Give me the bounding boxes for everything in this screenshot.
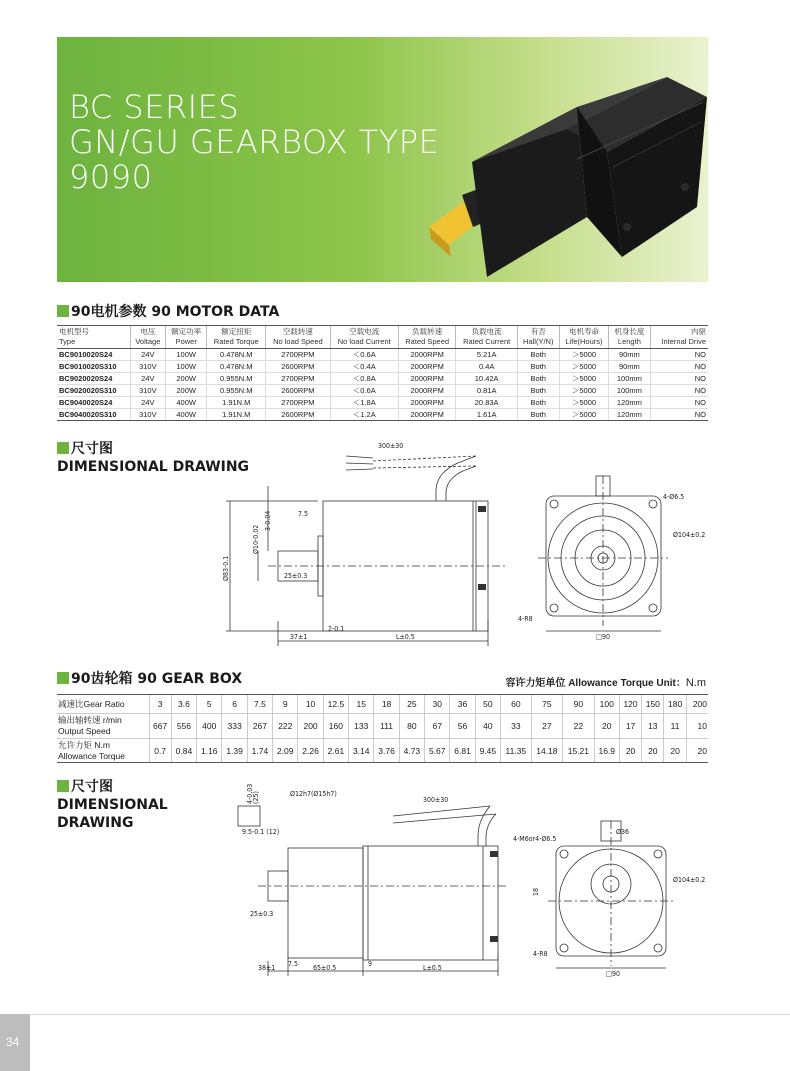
table-cell: 24V	[130, 349, 165, 361]
table-cell: 22	[563, 714, 594, 739]
table-row	[57, 385, 708, 397]
table-cell: 9.45	[475, 739, 500, 763]
table-cell: 9	[273, 695, 298, 714]
table-cell: NO	[650, 397, 708, 409]
table-cell: 5.21A	[456, 349, 517, 361]
table-cell: ＜0.8A	[330, 373, 398, 385]
table-cell: 5	[197, 695, 222, 714]
table-cell: 30	[425, 695, 450, 714]
table-cell: ＞5000	[559, 385, 609, 397]
table-cell: 133	[349, 714, 374, 739]
table-cell: 2.61	[323, 739, 348, 763]
shaft-length-label: 37±1	[290, 633, 308, 641]
series-title	[69, 90, 439, 195]
table-cell: 0.84	[171, 739, 196, 763]
motor-table-header: 电机寿命 Life(Hours)	[559, 326, 609, 349]
table-cell: 1.16	[197, 739, 222, 763]
table-cell: 20	[686, 739, 708, 763]
table-cell: 11	[664, 714, 686, 739]
radius-label: 4-R8	[533, 950, 548, 958]
table-cell: 160	[323, 714, 348, 739]
shaft-diameter-label: Ø10-0.02	[252, 524, 260, 554]
key-height-label: 4-0.03	[246, 783, 254, 804]
table-cell: ＞5000	[559, 409, 609, 421]
table-cell: 25	[399, 695, 424, 714]
motor-table-header: 空载转速 No load Speed	[266, 326, 330, 349]
table-cell: 2.09	[273, 739, 298, 763]
table-cell: 0.955N.M	[207, 385, 266, 397]
table-cell: 56	[450, 714, 475, 739]
table-cell: 100mm	[609, 373, 650, 385]
title-line-3: 9090	[69, 158, 153, 196]
dimensional-drawing-heading-2: 尺寸图 DIMENSIONAL DRAWING	[57, 779, 168, 831]
table-cell: 111	[374, 714, 399, 739]
table-cell: BC9020020S24	[57, 373, 130, 385]
front-square	[546, 496, 661, 616]
gap-label: 9	[368, 960, 373, 968]
table-cell: 0.4A	[456, 361, 517, 373]
table-cell: 67	[425, 714, 450, 739]
gear-ratio-label: 减速比Gear Ratio	[57, 695, 149, 714]
square-label: □90	[606, 970, 620, 978]
title-line-2: GN/GU GEARBOX TYPE	[69, 123, 440, 161]
table-cell: 20	[642, 739, 664, 763]
cable-length-label: 300±30	[378, 442, 404, 450]
body-length-label: L±0.5	[423, 964, 442, 972]
gearbox-dimensional-drawing	[228, 776, 708, 981]
motor-photo	[427, 67, 707, 282]
boss-label: Ø36	[616, 828, 629, 836]
table-cell: 10	[686, 714, 708, 739]
table-cell: 40	[475, 714, 500, 739]
table-cell: ＜1.2A	[330, 409, 398, 421]
table-cell: 33	[501, 714, 532, 739]
holes-label: 4-Ø6.5	[663, 493, 685, 501]
table-cell: 1.91N.M	[207, 397, 266, 409]
table-cell: BC9040020S24	[57, 397, 130, 409]
table-cell: 15	[349, 695, 374, 714]
table-cell: 2600RPM	[266, 409, 330, 421]
table-cell: 18	[374, 695, 399, 714]
table-cell: 7.5	[247, 695, 272, 714]
table-cell: Both	[517, 373, 559, 385]
table-cell: Both	[517, 397, 559, 409]
cable-length-label: 300±30	[423, 796, 449, 804]
output-speed-row	[57, 714, 708, 739]
table-cell: 60	[501, 695, 532, 714]
table-cell: 3.14	[349, 739, 374, 763]
table-cell: 1.39	[222, 739, 247, 763]
table-cell: 0.478N.M	[207, 361, 266, 373]
motor-dimensional-drawing	[218, 436, 708, 646]
table-cell: 3	[149, 695, 171, 714]
flange-label: 7.5	[288, 960, 299, 968]
motor-table-header: 空载电流 No load Current	[330, 326, 398, 349]
table-cell: 20	[619, 739, 641, 763]
table-cell: NO	[650, 373, 708, 385]
table-cell: 20.83A	[456, 397, 517, 409]
table-cell: 3.76	[374, 739, 399, 763]
table-cell: 100	[594, 695, 619, 714]
table-cell: 0.81A	[456, 385, 517, 397]
table-cell: 3.6	[171, 695, 196, 714]
table-row	[57, 409, 708, 421]
table-cell: 17	[619, 714, 641, 739]
gear-box-heading: 90齿轮箱 90 GEAR BOX	[57, 668, 242, 688]
table-cell: 100W	[166, 361, 207, 373]
pcd-label: Ø104±0.2	[673, 531, 706, 539]
header-banner	[57, 37, 708, 282]
square-label: □90	[596, 633, 610, 641]
table-cell: 222	[273, 714, 298, 739]
table-cell: 200W	[166, 373, 207, 385]
green-square-icon	[57, 780, 69, 792]
table-cell: 24V	[130, 373, 165, 385]
holes-label: 4-M6or4-Ø6.5	[513, 835, 557, 843]
table-cell: BC9020020S310	[57, 385, 130, 397]
table-cell: 267	[247, 714, 272, 739]
table-cell: 180	[664, 695, 686, 714]
body-length-label: L±0.5	[396, 633, 415, 641]
table-cell: 5.67	[425, 739, 450, 763]
key-height-alt-label: (25)	[252, 791, 260, 804]
table-cell: 310V	[130, 361, 165, 373]
table-cell: NO	[650, 349, 708, 361]
table-cell: Both	[517, 385, 559, 397]
table-cell: ＜0.4A	[330, 361, 398, 373]
table-cell: 6.81	[450, 739, 475, 763]
table-cell: ＞5000	[559, 373, 609, 385]
table-cell: 50	[475, 695, 500, 714]
table-cell: 200	[686, 695, 708, 714]
table-cell: 2000RPM	[398, 385, 456, 397]
gearbox-outline	[288, 848, 363, 958]
shaft-length-label: 38±1	[258, 964, 276, 972]
motor-table-header: 有否 Hall(Y/N)	[517, 326, 559, 349]
table-cell: 4.73	[399, 739, 424, 763]
table-cell: 100mm	[609, 385, 650, 397]
table-cell: 90	[563, 695, 594, 714]
pilot-diameter-label: Ø83-0.1	[222, 555, 230, 581]
table-cell: 0.7	[149, 739, 171, 763]
keyway-label: 25±0.3	[250, 910, 274, 918]
table-cell: 10	[298, 695, 323, 714]
table-cell: 36	[450, 695, 475, 714]
table-cell: 200W	[166, 385, 207, 397]
gear-box-table	[57, 694, 708, 763]
shaft-diameter-label: Ø12h7(Ø15h7)	[290, 790, 337, 798]
table-cell: 90mm	[609, 361, 650, 373]
motor-data-heading: 90电机参数 90 MOTOR DATA	[57, 301, 279, 321]
table-cell: 2.26	[298, 739, 323, 763]
table-cell: 20	[594, 714, 619, 739]
table-cell: 2000RPM	[398, 409, 456, 421]
table-cell: NO	[650, 361, 708, 373]
green-square-icon	[57, 305, 69, 317]
table-cell: 13	[642, 714, 664, 739]
table-cell: Both	[517, 349, 559, 361]
motor-table-header: 电压 Voltage	[130, 326, 165, 349]
table-cell: BC9040020S310	[57, 409, 130, 421]
flange-label: 2-0.1	[328, 625, 345, 633]
key-position-label: 9.5-0.1 (12)	[242, 828, 280, 836]
green-square-icon	[57, 442, 69, 454]
title-line-1: BC SERIES	[69, 88, 240, 126]
table-cell: 400W	[166, 409, 207, 421]
table-cell: 1.61A	[456, 409, 517, 421]
allowance-torque-label: 允许力矩 N.m Allowance Torque	[57, 739, 149, 763]
footer-rule	[0, 1014, 790, 1015]
motor-table-header: 内驱 Internal Drive	[650, 326, 708, 349]
dimensional-drawing-heading-1: 尺寸图 DIMENSIONAL DRAWING	[57, 441, 250, 475]
table-cell: 2000RPM	[398, 397, 456, 409]
key-width-label: 3-0.04	[264, 510, 272, 531]
table-cell: 2700RPM	[266, 349, 330, 361]
table-cell: ＜0.6A	[330, 349, 398, 361]
table-cell: 90mm	[609, 349, 650, 361]
table-cell: 2000RPM	[398, 361, 456, 373]
table-cell: ＜1.8A	[330, 397, 398, 409]
table-row	[57, 349, 708, 361]
output-speed-label: 输出轴转速 r/min Output Speed	[57, 714, 149, 739]
table-cell: 200	[298, 714, 323, 739]
table-cell: NO	[650, 385, 708, 397]
allowance-torque-row	[57, 739, 708, 763]
table-cell: 80	[399, 714, 424, 739]
table-cell: 12.5	[323, 695, 348, 714]
table-cell: 310V	[130, 385, 165, 397]
table-cell: 667	[149, 714, 171, 739]
gear-length-label: 65±0.5	[313, 964, 337, 972]
table-cell: Both	[517, 361, 559, 373]
keyway-label: 25±0.3	[284, 572, 308, 580]
table-cell: 20	[664, 739, 686, 763]
torque-unit-note: 容许力矩单位 Allowance Torque Unit：N.m	[505, 677, 706, 689]
table-cell: 10.42A	[456, 373, 517, 385]
table-cell: 27	[531, 714, 562, 739]
table-row	[57, 373, 708, 385]
table-cell: ＞5000	[559, 361, 609, 373]
table-cell: 2600RPM	[266, 385, 330, 397]
table-cell: 1.74	[247, 739, 272, 763]
table-cell: 1.91N.M	[207, 409, 266, 421]
table-cell: 0.955N.M	[207, 373, 266, 385]
table-row	[57, 361, 708, 373]
motor-table-header: 额定功率 Power	[166, 326, 207, 349]
table-cell: Both	[517, 409, 559, 421]
table-cell: BC9010020S310	[57, 361, 130, 373]
offset-label: 18	[532, 887, 540, 896]
key-label: 7.5	[298, 510, 309, 518]
pcd-label: Ø104±0.2	[673, 876, 706, 884]
motor-table-header: 额定扭矩 Rated Torque	[207, 326, 266, 349]
motor-table-header: 负载电流 Rated Current	[456, 326, 517, 349]
table-cell: 2700RPM	[266, 373, 330, 385]
table-cell: 6	[222, 695, 247, 714]
table-cell: 2000RPM	[398, 349, 456, 361]
radius-label: 4-R8	[518, 615, 533, 623]
motor-table-header: 电机型号 Type	[57, 326, 130, 349]
motor-table-header: 机身长度 Length	[609, 326, 650, 349]
table-cell: 2000RPM	[398, 373, 456, 385]
table-cell: 400W	[166, 397, 207, 409]
table-cell: 120mm	[609, 409, 650, 421]
table-cell: NO	[650, 409, 708, 421]
table-cell: 120mm	[609, 397, 650, 409]
table-cell: 14.18	[531, 739, 562, 763]
table-cell: 0.478N.M	[207, 349, 266, 361]
motor-data-table	[57, 326, 708, 421]
table-row	[57, 397, 708, 409]
table-cell: ＞5000	[559, 397, 609, 409]
table-cell: 310V	[130, 409, 165, 421]
table-cell: 16.9	[594, 739, 619, 763]
green-square-icon	[57, 672, 69, 684]
table-cell: ＜0.6A	[330, 385, 398, 397]
table-cell: 333	[222, 714, 247, 739]
table-cell: 150	[642, 695, 664, 714]
table-cell: 24V	[130, 397, 165, 409]
table-cell: 556	[171, 714, 196, 739]
motor-outline	[363, 846, 498, 960]
table-cell: 2700RPM	[266, 397, 330, 409]
table-cell: ＞5000	[559, 349, 609, 361]
motor-table-header: 负载转速 Rated Speed	[398, 326, 456, 349]
gear-ratio-row	[57, 695, 708, 714]
table-cell: BC9010020S24	[57, 349, 130, 361]
table-cell: 15.21	[563, 739, 594, 763]
table-cell: 11.35	[501, 739, 532, 763]
table-cell: 75	[531, 695, 562, 714]
table-cell: 120	[619, 695, 641, 714]
page-number: 34	[6, 1035, 20, 1049]
table-cell: 2600RPM	[266, 361, 330, 373]
table-cell: 100W	[166, 349, 207, 361]
table-cell: 400	[197, 714, 222, 739]
